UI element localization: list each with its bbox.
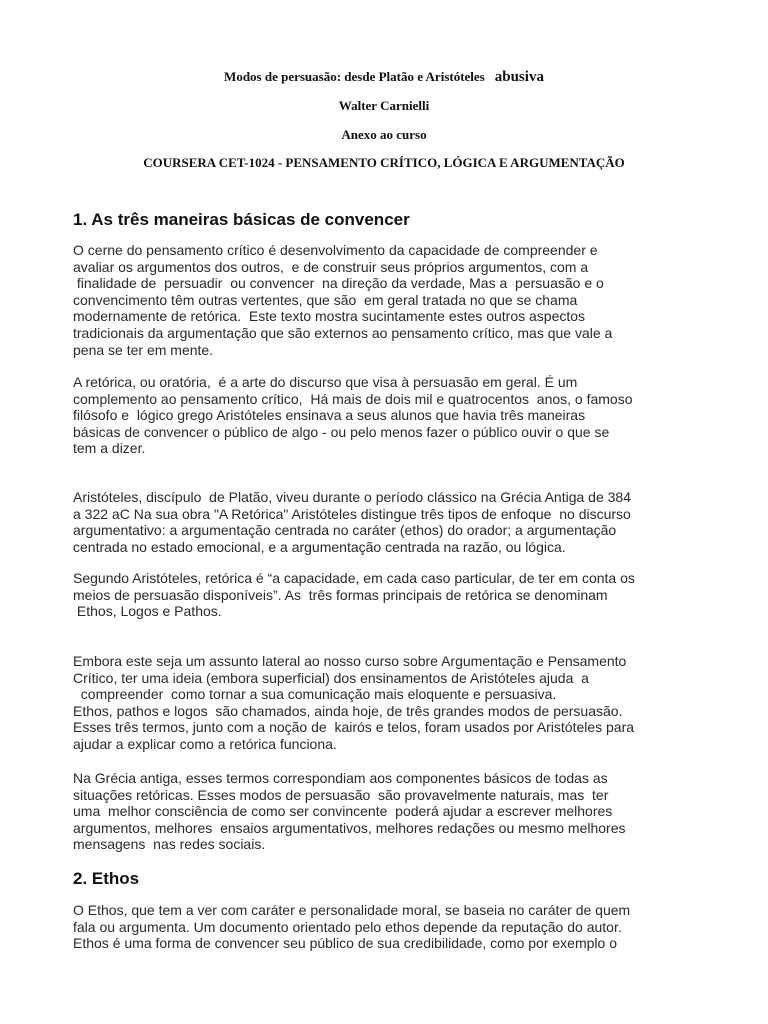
text-line: pena se ter em mente. bbox=[73, 341, 214, 358]
section-1-paragraph-4 bbox=[73, 570, 713, 620]
text-line: O cerne do pensamento crítico é desenvolvimento da capacidade de compreender e bbox=[73, 242, 598, 258]
text-line: Ethos, pathos e logos são chamados, ainda hoje, de três grandes modos de persuasão. bbox=[73, 702, 623, 719]
text-line: centrada no estado emocional, e a argumentação centrada na razão, ou lógica. bbox=[73, 538, 566, 555]
section-1-paragraph-1 bbox=[73, 242, 713, 358]
document-subtitle: Anexo ao curso bbox=[341, 127, 427, 142]
text-line: modernamente de retórica. Este texto mostra sucintamente estes outros aspectos bbox=[73, 308, 586, 325]
section-1-heading: 1. As três maneiras básicas de convencer bbox=[73, 210, 410, 229]
text-line: argumentativo: a argumentação centrada no caráter (ethos) do orador; a argumentação bbox=[73, 522, 617, 539]
text-line: meios de persuasão disponíveis”. As três formas principais de retórica se denominam bbox=[73, 586, 608, 603]
document-title bbox=[0, 69, 768, 86]
text-line: Aristóteles, discípulo de Platão, viveu durante o período clássico na Grécia Antiga de 384 bbox=[73, 489, 632, 505]
section-1-paragraph-3 bbox=[73, 489, 713, 555]
text-line: Ethos é uma forma de convencer seu público de sua credibilidade, como por exemplo o bbox=[73, 935, 617, 952]
text-line: Segundo Aristóteles, retórica é “a capacidade, em cada caso particular, de ter em conta os bbox=[73, 570, 635, 586]
text-line: O Ethos, que tem a ver com caráter e personalidade moral, se baseia no caráter de quem bbox=[73, 902, 631, 918]
title-text: Modos de persuasão: desde Platão e Aristóteles bbox=[224, 69, 485, 84]
section-1-paragraph-6 bbox=[73, 770, 713, 853]
title-suffix: abusiva bbox=[494, 69, 544, 85]
text-line: argumentos, melhores ensaios argumentativos, melhores redações ou mesmo melhores bbox=[73, 819, 626, 836]
text-line: compreender como tornar a sua comunicação mais eloquente e persuasiva. bbox=[73, 686, 557, 703]
text-line: tradicionais da argumentação que são externos ao pensamento crítico, mas que vale a bbox=[73, 324, 613, 341]
text-line: finalidade de persuadir ou convencer na direção da verdade, Mas a persuasão e o bbox=[73, 275, 604, 292]
text-line: avaliar os argumentos dos outros, e de construir seus próprios argumentos, com a bbox=[73, 258, 589, 275]
text-line: situações retóricas. Esses modos de persuasão são provavelmente naturais, mas ter bbox=[73, 786, 609, 803]
text-line: a 322 aC Na sua obra "A Retórica" Aristóteles distingue três tipos de enfoque no discurso bbox=[73, 505, 631, 522]
section-1-paragraph-2 bbox=[73, 374, 713, 457]
text-line: uma melhor consciência de como ser convincente poderá ajudar a escrever melhores bbox=[73, 803, 613, 820]
section-1-paragraph-5 bbox=[73, 653, 713, 753]
text-line: tem a dizer. bbox=[73, 440, 146, 457]
text-line: convencimento têm outras vertentes, que são em geral tratada no que se chama bbox=[73, 291, 578, 308]
text-line: Ethos, Logos e Pathos. bbox=[73, 603, 222, 620]
section-2-paragraph-1 bbox=[73, 902, 713, 952]
text-line: ajudar a explicar como a retórica funciona. bbox=[73, 735, 337, 752]
text-line: complemento ao pensamento crítico, Há mais de dois mil e quatrocentos anos, o famoso bbox=[73, 390, 633, 407]
text-line: Crítico, ter uma ideia (embora superficial) dos ensinamentos de Aristóteles ajuda a bbox=[73, 669, 589, 686]
section-2-heading: 2. Ethos bbox=[73, 869, 140, 888]
text-line: Na Grécia antiga, esses termos correspondiam aos componentes básicos de todas as bbox=[73, 770, 608, 786]
text-line: fala ou argumenta. Um documento orientado pelo ethos depende da reputação do autor. bbox=[73, 918, 622, 935]
text-line: Esses três termos, junto com a noção de kairós e telos, foram usados por Aristóteles para bbox=[73, 719, 635, 736]
text-line: A retórica, ou oratória, é a arte do discurso que visa à persuasão em geral. É um bbox=[73, 374, 578, 390]
text-line: filósofo e lógico grego Aristóteles ensinava a seus alunos que havia três maneiras bbox=[73, 407, 586, 424]
text-line: básicas de convencer o público de algo - ou pelo menos fazer o público ouvir o que se bbox=[73, 423, 610, 440]
author-name: Walter Carnielli bbox=[338, 98, 430, 113]
course-title: COURSERA CET-1024 - PENSAMENTO CRÍTICO, LÓGICA E ARGUMENTAÇÃO bbox=[143, 155, 625, 170]
text-line: Embora este seja um assunto lateral ao nosso curso sobre Argumentação e Pensamento bbox=[73, 653, 627, 669]
text-line: mensagens nas redes sociais. bbox=[73, 836, 266, 853]
